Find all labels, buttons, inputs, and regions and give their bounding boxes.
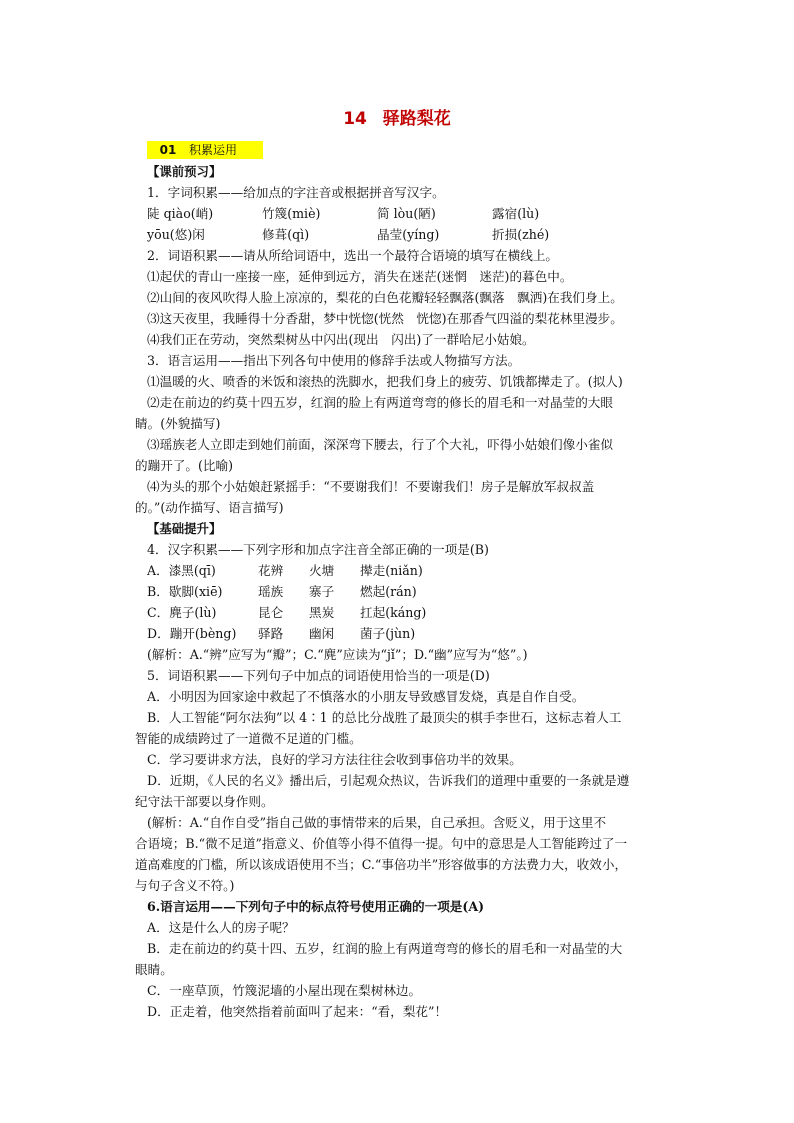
q2-item: ⑵山间的夜风吹得人脸上凉凉的，梨花的白色花瓣轻轻飘落(飘落 飘洒)在我们身上。 [147,290,623,305]
q4-word: 黑炭 [309,605,335,620]
q5-option-c: C．学习要讲求方法，良好的学习方法往往会收到事倍功半的效果。 [147,752,522,767]
q4-word: 寨子 [309,584,335,599]
q3-stem: 3．语言运用——指出下列各句中使用的修辞手法或人物描写方法。 [147,353,521,368]
q4-word: 瑶族 [258,584,284,599]
q4-option-c [147,602,677,623]
q1-item: 简 lòu(陋) [377,206,436,221]
q3-item-3a: ⑶瑶族老人立即走到她们前面，深深弯下腰去，行了个大礼，吓得小姑娘们像小雀似 [147,437,613,452]
q1-item: 陡 qiào(峭) [147,206,214,221]
q5-option-d-2: 纪守法干部要以身作则。 [135,794,274,809]
q4-word: 昆仑 [258,605,284,620]
q3-item-4a: ⑷为头的那个小姑娘赶紧摇手：“不要谢我们！不要谢我们！房子是解放军叔叔盖 [147,479,595,494]
q1-item: 修葺(qì) [262,227,310,242]
q6-option-c: C．一座草顶，竹篾泥墙的小屋出现在梨树林边。 [147,983,422,998]
q4-option-a [147,560,677,581]
lesson-title [0,104,794,129]
q4-option-b [147,581,677,602]
q3-item-3b: 的蹦开了。(比喻) [135,458,233,473]
q4-word: 扛起(káng) [360,605,427,620]
q4-word: 燃起(rán) [360,584,417,599]
section-banner [147,141,263,159]
q4-word: 幽闲 [309,626,335,641]
q2-item: ⑶这天夜里，我睡得十分香甜，梦中恍惚(恍然 恍惚)在那香气四溢的梨花林里漫步。 [147,311,623,326]
q1-item: yōu(悠)闲 [147,227,205,242]
q5-analysis-4: 与句子含义不符。) [135,878,235,893]
q2-stem: 2．词语积累——请从所给词语中，选出一个最符合语境的填写在横线上。 [147,248,559,263]
q5-option-d-1: D．近期，《人民的名义》播出后，引起观众热议，告诉我们的道理中重要的一条就是遵 [147,773,630,788]
preview-heading: 【课前预习】 [147,164,222,179]
q5-analysis-3: 道高难度的门槛，所以该成语使用不当；C.“事倍功半”形容做事的方法费力大，收效小， [135,857,628,872]
q4-analysis: (解析：A.“辨”应写为“瓣”；C.“麂”应读为“jǐ”；D.“幽”应写为“悠”。) [147,647,528,662]
q5-option-b-2: 智能的成绩跨过了一道微不足道的门槛。 [135,731,362,746]
q6-option-b-1: B．走在前边的约莫十四、五岁，红润的脸上有两道弯弯的修长的眉毛和一对晶莹的大 [147,941,623,956]
q2-item: ⑴起伏的青山一座接一座，延伸到远方，消失在迷茫(迷惘 迷茫)的暮色中。 [147,269,573,284]
q4-stem: 4．汉字积累——下列字形和加点字注音全部正确的一项是(B) [147,542,489,557]
q4-word: 菌子(jùn) [360,626,416,641]
q3-item-2a: ⑵走在前边的约莫十四五岁，红润的脸上有两道弯弯的修长的眉毛和一对晶莹的大眼 [147,395,613,410]
q5-option-a: A．小明因为回家途中救起了不慎落水的小朋友导致感冒发烧，真是自作自受。 [147,689,585,704]
q1-row-2 [147,224,677,245]
q1-row-1 [147,203,677,224]
q5-stem: 5．词语积累——下列句子中加点的词语使用恰当的一项是(D) [147,668,490,683]
q4-word: 驿路 [258,626,284,641]
q1-item: 露宿(lù) [492,206,540,221]
q6-option-a: A．这是什么人的房子呢？ [147,920,295,935]
q3-item-4b: 的。”(动作描写、语言描写) [135,500,284,515]
q1-item: 折损(zhé) [492,227,550,242]
lesson-number: 14 [343,109,367,129]
q4-word: 撵走(niǎn) [360,563,423,578]
q1-item: 晶莹(yíng) [377,227,440,242]
q4-word: 花辨 [258,563,284,578]
q4-word: D．蹦开(bèng) [147,626,237,641]
section-label: 积累运用 [189,143,238,157]
q5-analysis-2: 合语境；B.“微不足道”指意义、价值等小得不值得一提。句中的意思是人工智能跨过了一 [135,836,628,851]
q5-analysis-1: (解析：A.“自作自受”指自己做的事情带来的后果，自己承担。含贬义，用于这里不 [147,815,607,830]
q3-item-2b: 睛。(外貌描写) [135,416,221,431]
q5-option-b-1: B．人工智能“阿尔法狗”以 4∶1 的总比分战胜了最顶尖的棋手李世石，这标志着人工 [147,710,622,725]
q2-item: ⑷我们正在劳动，突然梨树丛中闪出(现出 闪出)了一群哈尼小姑娘。 [147,332,535,347]
section-number: 01 [159,143,177,157]
basic-heading: 【基础提升】 [147,521,222,536]
q1-item: 竹篾(miè) [262,206,321,221]
q4-word: A．漆黑(qī) [147,563,216,578]
q1-stem: 1．字词积累——给加点的字注音或根据拼音写汉字。 [147,185,445,200]
q3-item-1: ⑴温暖的火、喷香的米饭和滚热的洗脚水，把我们身上的疲劳、饥饿都撵走了。(拟人) [147,374,623,389]
q6-stem: 6.语言运用——下列句子中的标点符号使用正确的一项是(A) [147,899,485,914]
q6-option-d: D．正走着，他突然指着前面叫了起来：“看，梨花”！ [147,1004,448,1019]
lesson-name: 驿路梨花 [382,109,451,129]
q4-option-d [147,623,677,644]
q4-word: 火塘 [309,563,335,578]
q4-word: C．麂子(lù) [147,605,217,620]
worksheet-body [135,140,677,1022]
q6-option-b-2: 眼睛。 [135,962,173,977]
q4-word: B．歇脚(xiē) [147,584,223,599]
